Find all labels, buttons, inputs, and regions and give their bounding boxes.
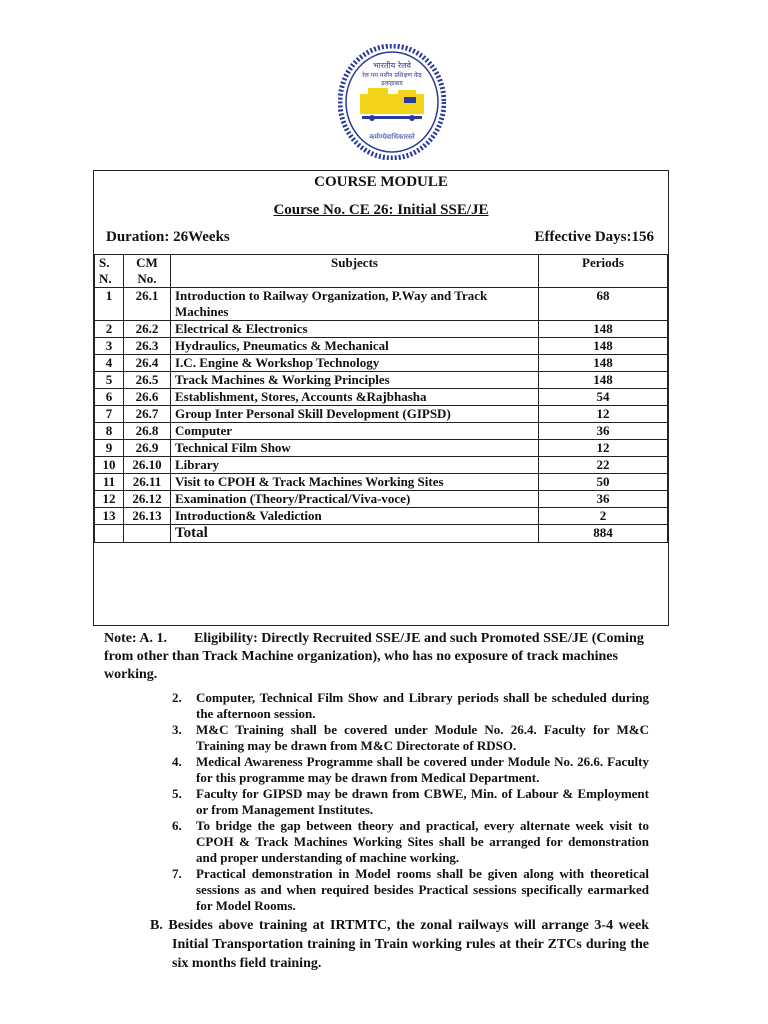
header-cm: CM No. [124,255,171,288]
cell-cm: 26.4 [124,355,171,372]
header-periods: Periods [539,255,668,288]
module-title: COURSE MODULE [314,174,448,190]
cell-periods: 12 [539,406,668,423]
cell-sn: 10 [95,457,124,474]
note-text: Practical demonstration in Model rooms shall be given along with theoretical sessions as and when required besides Practical sessions specifically earmarked for Model Rooms. [196,866,649,913]
total-empty-sn [95,525,124,543]
cell-periods: 2 [539,508,668,525]
cell-subject: Visit to CPOH & Track Machines Working Sites [171,474,539,491]
cell-cm: 26.1 [124,288,171,321]
cell-periods: 22 [539,457,668,474]
cell-sn: 11 [95,474,124,491]
total-value: 884 [539,525,668,543]
cell-sn: 9 [95,440,124,457]
effective-days: Effective Days:156 [534,229,654,245]
cell-periods: 36 [539,491,668,508]
note-number: 5. [172,786,182,801]
table-row [95,491,668,508]
cell-subject: I.C. Engine & Workshop Technology [171,355,539,372]
table-row [95,288,668,321]
note-number: 7. [172,866,182,881]
cell-sn: 6 [95,389,124,406]
cell-subject: Library [171,457,539,474]
note-text: Computer, Technical Film Show and Library periods shall be scheduled during the afternoon session. [196,690,649,721]
table-row [95,338,668,355]
note-a [104,630,649,684]
cell-sn: 13 [95,508,124,525]
note-text: Faculty for GIPSD may be drawn from CBWE, Min. of Labour & Employment or from Management Institutes. [196,786,649,817]
note-number: 4. [172,754,182,769]
cell-periods: 12 [539,440,668,457]
table-row [95,474,668,491]
track-machine-emblem [360,88,424,121]
cell-cm: 26.2 [124,321,171,338]
cell-cm: 26.13 [124,508,171,525]
cell-periods: 54 [539,389,668,406]
note-a-text: Eligibility: Directly Recruited SSE/JE and such Promoted SSE/JE (Coming from other than Track Machine organization), who has no exposure of track machines working. [104,631,644,682]
note-item [104,690,649,722]
cell-subject: Technical Film Show [171,440,539,457]
cell-cm: 26.11 [124,474,171,491]
cell-sn: 3 [95,338,124,355]
cell-periods: 148 [539,321,668,338]
cell-subject: Electrical & Electronics [171,321,539,338]
total-row [95,525,668,543]
note-item [104,754,649,786]
table-row [95,440,668,457]
cell-cm: 26.10 [124,457,171,474]
cell-cm: 26.7 [124,406,171,423]
note-number: 3. [172,722,182,737]
table-header-row [95,255,668,288]
institute-logo [338,44,446,160]
logo-top-text: भारतीय रेलवे [373,61,411,70]
logo-motto: कर्मण्येवाधिकारस्ते [369,133,415,141]
course-number: Course No. CE 26: Initial SSE/JE [273,202,489,218]
cell-subject: Hydraulics, Pneumatics & Mechanical [171,338,539,355]
table-row [95,372,668,389]
cell-sn: 1 [95,288,124,321]
note-item [104,818,649,866]
cell-cm: 26.8 [124,423,171,440]
cell-cm: 26.9 [124,440,171,457]
cell-sn: 4 [95,355,124,372]
cell-periods: 36 [539,423,668,440]
note-number: 2. [172,690,182,705]
table-row [95,508,668,525]
cell-periods: 148 [539,372,668,389]
cell-cm: 26.12 [124,491,171,508]
cell-cm: 26.5 [124,372,171,389]
table-row [95,389,668,406]
note-item [104,786,649,818]
cell-periods: 148 [539,338,668,355]
cell-periods: 68 [539,288,668,321]
cell-periods: 50 [539,474,668,491]
cell-subject: Examination (Theory/Practical/Viva-voce) [171,491,539,508]
cell-subject: Group Inter Personal Skill Development (GIPSD) [171,406,539,423]
subjects-table [94,254,668,543]
logo-mid-text: रेल पथ मशीन प्रशिक्षण केंद्र [362,72,422,79]
cell-sn: 12 [95,491,124,508]
header-sn: S. N. [95,255,124,288]
cell-sn: 2 [95,321,124,338]
notes-section [104,630,649,973]
cell-cm: 26.3 [124,338,171,355]
table-row [95,406,668,423]
note-text: To bridge the gap between theory and practical, every alternate week visit to CPOH & Track Machines Working Sites shall be arranged for demonstration and proper understanding of machine working. [196,818,649,865]
table-row [95,423,668,440]
note-item [104,866,649,914]
cell-periods: 148 [539,355,668,372]
note-a-label: Note: A. 1. [104,631,167,646]
course-module-box [93,170,669,626]
total-label: Total [171,525,539,543]
header-subjects: Subjects [171,255,539,288]
cell-sn: 8 [95,423,124,440]
note-text: Medical Awareness Programme shall be covered under Module No. 26.6. Faculty for this programme may be drawn from Medical Department. [196,754,649,785]
cell-sn: 7 [95,406,124,423]
cell-subject: Computer [171,423,539,440]
table-row [95,457,668,474]
note-number: 6. [172,818,182,833]
table-row [95,355,668,372]
note-item [104,722,649,754]
cell-subject: Introduction& Valediction [171,508,539,525]
table-row [95,321,668,338]
cell-cm: 26.6 [124,389,171,406]
cell-subject: Establishment, Stores, Accounts &Rajbhasha [171,389,539,406]
duration: Duration: 26Weeks [106,229,230,245]
cell-sn: 5 [95,372,124,389]
total-empty-cm [124,525,171,543]
note-text: M&C Training shall be covered under Module No. 26.4. Faculty for M&C Training may be drawn from M&C Directorate of RDSO. [196,722,649,753]
logo-city-text: इलाहाबाद [381,80,403,87]
cell-subject: Track Machines & Working Principles [171,372,539,389]
note-b: B. Besides above training at IRTMTC, the zonal railways will arrange 3-4 week Initial Transportation training in Train working rules at their ZTCs during the six months field training. [150,918,649,971]
notes-list [104,690,649,914]
cell-subject: Introduction to Railway Organization, P.Way and Track Machines [171,288,539,321]
